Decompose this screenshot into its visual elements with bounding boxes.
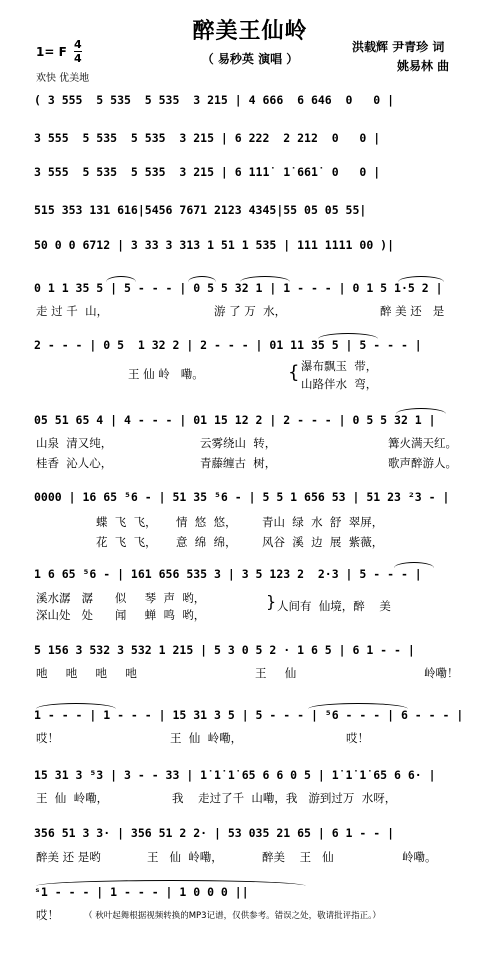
footnote: （ 秋叶起舞根据视频转换的MP3记谱，仅供参考。错误之处，敬请批评指正。）	[84, 911, 381, 921]
lyric-brace-2: }	[266, 592, 277, 611]
lyric-line-6b: 游 了 万 水，	[214, 304, 287, 318]
slur	[394, 562, 434, 568]
staff-line-9: 0000 | 16 65 ⁵6 - | 51 35 ⁵6 - | 5 5 1 656 53 | 51 23 ²3 - |	[34, 490, 450, 504]
lyric-line-6a: 走 过 千 山，	[36, 304, 109, 318]
lyric-line-14b: 王 仙 岭嘞，	[147, 850, 223, 864]
staff-line-3: 3 555 5 535 5 535 3 215 | 6 1̇1̇1̇ 1̇ 66̇1̇ 0 0 |	[34, 165, 381, 179]
lyric-line-15a: 哎！	[36, 908, 59, 922]
lyric-line-13b: 我 走过了千 山嘞，我 游到过万 水呀，	[172, 791, 397, 805]
slur	[398, 276, 444, 282]
slur	[36, 703, 116, 709]
lyrics-credit: 洪载辉 尹青珍 词	[352, 40, 445, 54]
music-credit: 姚易林 曲	[397, 59, 450, 73]
lyric-line-14a: 醉美 还 是哟	[36, 850, 101, 864]
lyric-line-7c: 山路伴水 弯，	[301, 377, 378, 391]
lyric-line-8c: 篝火满天红。	[388, 436, 457, 450]
staff-line-7: 2 - - - | 0 5 1 32 2 | 2 - - - | 01 11 35 5 | 5 - - - |	[34, 338, 422, 352]
slur	[318, 333, 378, 339]
lyric-line-9b: 情 悠 悠，	[176, 515, 237, 529]
lyric-line-9a: 蝶 飞 飞，	[96, 515, 157, 529]
lyric-line-14c: 醉美 王 仙	[262, 850, 334, 864]
lyric-line-7a: 王 仙 岭 嘞。	[128, 367, 204, 381]
lyric-line-11c: 岭嘞！	[424, 666, 459, 680]
staff-line-1: ( 3 555 5 535 5 535 3 215 | 4 666 6 646 0 0 |	[34, 93, 395, 107]
staff-line-15: ˢ1 - - - | 1 - - - | 1 0 0 0 ||	[34, 885, 249, 899]
key-signature: 1= F	[36, 45, 67, 59]
lyric-line-7b: 瀑布飘玉 带，	[301, 359, 378, 373]
tempo-marking: 欢快 优美地	[36, 73, 90, 84]
staff-line-6: 0 1 1 35 5 | 5 - - - | 0 5 5 32 1 | 1 - - - | 0 1 5 1·5 2 |	[34, 281, 443, 295]
lyric-line-8b: 云雾绕山 转，	[200, 436, 277, 450]
lyric-line-8e: 青藤缠古 树，	[200, 456, 277, 470]
lyric-line-10b: 人间有 仙境，醉 美	[277, 599, 391, 613]
lyric-line-8a: 山泉 清又纯，	[36, 436, 113, 450]
staff-line-5: 50 0 0 6712 | 3 33 3 313 1 51 1 535 | 111 1111 00 )|	[34, 238, 395, 252]
lyric-line-12c: 哎！	[346, 731, 369, 745]
time-signature-top: 4	[74, 38, 82, 51]
lyric-line-10a: 溪水潺 潺 似 琴 声 哟，	[36, 591, 206, 605]
lyric-line-6c: 醉 美 还 是	[380, 304, 445, 318]
lyric-brace: {	[288, 362, 300, 383]
staff-line-13: 15 31 3 ⁵3 | 3 - - 33 | 1̇ 1̇ 1̇ 65 6 6 0 5 | 1̇ 1̇ 1̇ 65 6 6· |	[34, 768, 436, 782]
staff-line-8: 05 51 65 4 | 4 - - - | 01 15 12 2 | 2 - - - | 0 5 5 32 1 |	[34, 413, 436, 427]
lyric-line-12a: 哎！	[36, 731, 59, 745]
slur	[106, 276, 136, 282]
lyric-line-11b: 王 仙	[255, 666, 297, 680]
lyric-line-10c: 深山处 处 闻 蝉 鸣 哟，	[36, 608, 206, 622]
lyric-line-9f: 风谷 溪 边 展 紫薇，	[262, 535, 384, 549]
slur	[36, 880, 306, 886]
lyric-line-13a: 王 仙 岭嘞，	[36, 791, 109, 805]
slur	[308, 703, 408, 709]
time-signature-bottom: 4	[74, 52, 82, 65]
lyric-line-14d: 岭嘞。	[402, 850, 437, 864]
staff-line-10: 1 6 65 ⁵6 - | 161 656 535 3 | 3 5 123 2 2·3 | 5 - - - |	[34, 567, 422, 581]
lyric-line-9e: 意 绵 绵，	[176, 535, 237, 549]
lyric-line-12b: 王 仙 岭嘞，	[170, 731, 243, 745]
lyric-line-8f: 歌声醉游人。	[388, 456, 457, 470]
staff-line-4: 515 353 131 616|5456 7671 2123 4345|55 05 05 55|	[34, 203, 367, 217]
slur	[240, 276, 290, 282]
staff-line-12: 1 - - - | 1 - - - | 15 31 3 5 | 5 - - - | ⁵6 - - - | 6 - - - |	[34, 708, 464, 722]
lyric-line-11a: 吔 吔 吔 吔	[36, 666, 137, 680]
slur	[396, 408, 446, 414]
page-title: 醉美王仙岭	[192, 19, 308, 44]
lyric-line-9c: 青山 绿 水 舒 翠屏，	[262, 515, 384, 529]
performer-subtitle: （ 易秒英 演唱 ）	[201, 52, 299, 66]
lyric-line-9d: 花 飞 飞，	[96, 535, 157, 549]
staff-line-2: 3 555 5 535 5 535 3 215 | 6 222 2 212 0 0 |	[34, 131, 381, 145]
staff-line-11: 5 156 3 532 3 532 1 215 | 5 3 0 5 2 · 1 6 5 | 6 1 - - |	[34, 643, 415, 657]
staff-line-14: 356 51 3 3· | 356 51 2 2· | 53 035 21 65 | 6 1 - - |	[34, 826, 395, 840]
slur	[188, 276, 216, 282]
lyric-line-8d: 桂香 沁人心，	[36, 456, 113, 470]
